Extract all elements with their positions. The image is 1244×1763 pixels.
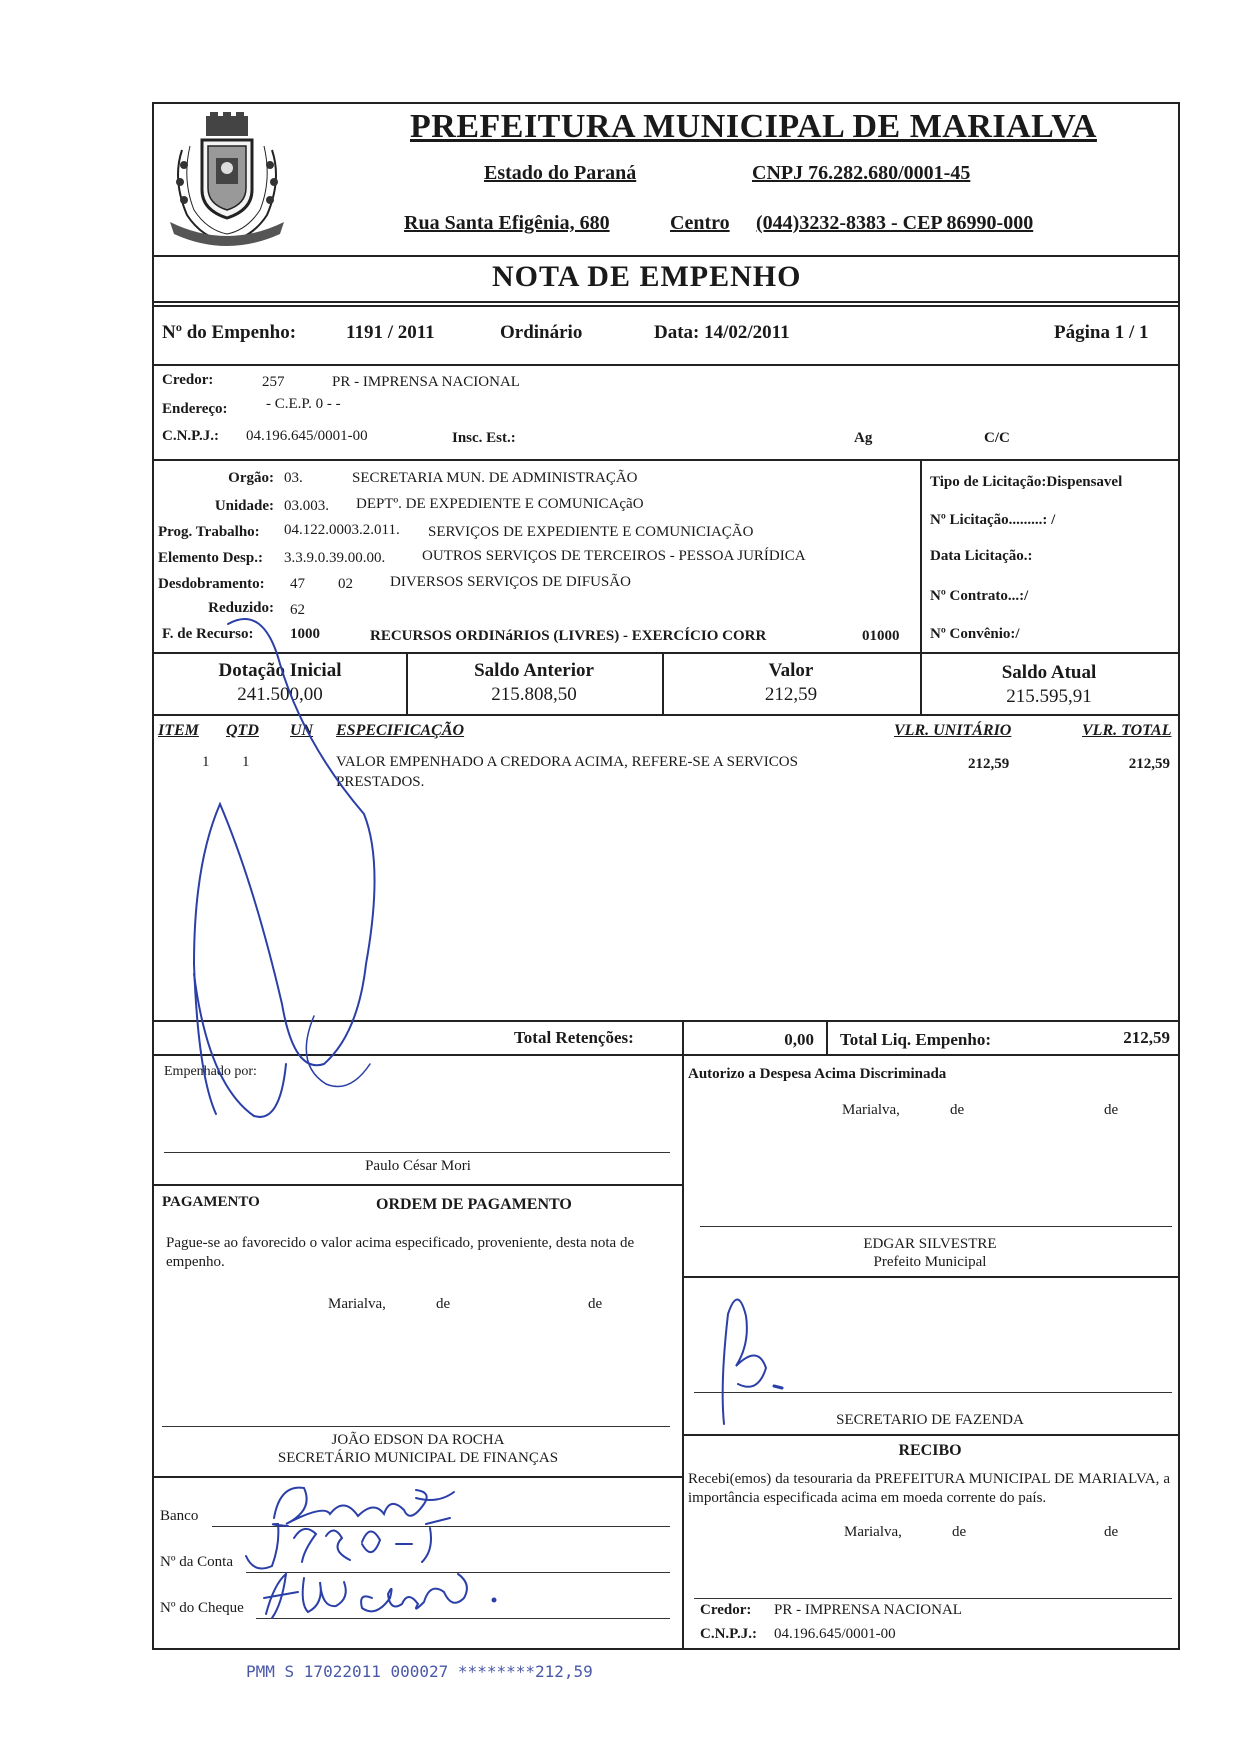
orgao-code: 03. <box>284 470 303 486</box>
secretario-fazenda-role: SECRETARIO DE FAZENDA <box>836 1412 1024 1428</box>
fonte-recurso-code: 1000 <box>290 626 320 642</box>
autorizo-title: Autorizo a Despesa Acima Discriminada <box>688 1066 947 1082</box>
fonte-recurso-name: RECURSOS ORDINáRIOS (LIVRES) - EXERCÍCIO CORR <box>370 628 767 644</box>
item-qtd: 1 <box>242 754 250 770</box>
prefeitura-title: PREFEITURA MUNICIPAL DE MARIALVA <box>410 108 1097 145</box>
autorizo-signer: EDGAR SILVESTRE <box>863 1236 997 1252</box>
empenhado-signer: Paulo César Mori <box>365 1158 471 1174</box>
empenho-type: Ordinário <box>500 322 583 343</box>
dotacao-inicial-label: Dotação Inicial <box>218 660 342 681</box>
orgao-label: Orgão: <box>228 470 274 486</box>
item-especificacao-line1: VALOR EMPENHADO A CREDORA ACIMA, REFERE-SE A SERVICOS <box>336 754 798 770</box>
autorizo-role: Prefeito Municipal <box>873 1254 987 1270</box>
handwritten-signature-marks <box>154 104 1178 1648</box>
tipo-licitacao: Tipo de Licitação:Dispensavel <box>930 474 1123 490</box>
prog-trabalho-code: 04.122.0003.2.011. <box>284 522 400 538</box>
total-liq-empenho-value: 212,59 <box>1123 1028 1170 1047</box>
autorizo-city: Marialva, <box>842 1102 900 1118</box>
conta-label: Nº da Conta <box>160 1554 233 1570</box>
reduzido-label: Reduzido: <box>208 600 274 616</box>
empenho-date: Data: 14/02/2011 <box>654 322 790 343</box>
recibo-title: RECIBO <box>898 1442 962 1459</box>
numero-contrato: Nº Contrato...:/ <box>930 588 1029 604</box>
credor-label: Credor: <box>162 372 214 388</box>
prefeitura-address: Rua Santa Efigênia, 680 <box>404 212 610 234</box>
unidade-code: 03.003. <box>284 498 329 514</box>
saldo-anterior-value: 215.808,50 <box>491 684 577 705</box>
data-licitacao: Data Licitação.: <box>930 548 1033 564</box>
prefeitura-cnpj: CNPJ 76.282.680/0001-45 <box>752 162 971 184</box>
credor-cnpj-label: C.N.P.J.: <box>162 428 219 444</box>
fonte-recurso-code2: 01000 <box>862 628 900 644</box>
unidade-label: Unidade: <box>214 498 274 514</box>
recibo-cnpj: 04.196.645/0001-00 <box>774 1626 896 1642</box>
pagamento-de1: de <box>436 1296 451 1312</box>
col-header-qtd: QTD <box>226 722 259 739</box>
empenho-number-label: Nº do Empenho: <box>162 322 297 343</box>
recibo-city: Marialva, <box>844 1524 902 1540</box>
col-header-vlr-unitario: VLR. UNITÁRIO <box>894 722 1012 739</box>
document-title: NOTA DE EMPENHO <box>492 260 802 293</box>
prog-trabalho-label: Prog. Trabalho: <box>158 524 260 540</box>
cash-register-stamp: PMM S 17022011 000027 ********212,59 <box>246 1662 593 1681</box>
elemento-desp-name: OUTROS SERVIÇOS DE TERCEIROS - PESSOA JURÍDICA <box>422 548 806 564</box>
recibo-text: Recebi(emos) da tesouraria da PREFEITURA MUNICIPAL DE MARIALVA, a importância especificada acima em moeda corrente do país. <box>688 1471 1170 1506</box>
empenho-number: 1191 / 2011 <box>346 322 435 343</box>
page-number: Página 1 / 1 <box>1054 322 1149 343</box>
recibo-de2: de <box>1104 1524 1119 1540</box>
item-number: 1 <box>202 754 210 770</box>
saldo-atual-label: Saldo Atual <box>1001 662 1097 683</box>
autorizo-de2: de <box>1104 1102 1119 1118</box>
cheque-label: Nº do Cheque <box>160 1600 244 1616</box>
credor-name: PR - IMPRENSA NACIONAL <box>332 374 520 390</box>
col-header-item: ITEM <box>158 722 199 739</box>
recibo-credor-label: Credor: <box>700 1602 752 1618</box>
item-vlr-total: 212,59 <box>1128 756 1170 772</box>
col-header-especificacao: ESPECIFICAÇÃO <box>336 722 465 739</box>
dotacao-inicial-value: 241.500,00 <box>237 684 323 705</box>
desdobramento-code2: 02 <box>338 576 353 592</box>
orgao-name: SECRETARIA MUN. DE ADMINISTRAÇÃO <box>352 470 638 486</box>
saldo-anterior-label: Saldo Anterior <box>474 660 594 681</box>
recibo-credor-name: PR - IMPRENSA NACIONAL <box>774 1602 962 1618</box>
ordem-pagamento-title: ORDEM DE PAGAMENTO <box>376 1196 572 1213</box>
pagamento-signer: JOÃO EDSON DA ROCHA <box>331 1432 505 1448</box>
desdobramento-name: DIVERSOS SERVIÇOS DE DIFUSÃO <box>390 574 631 590</box>
credor-code: 257 <box>262 374 285 390</box>
reduzido-code: 62 <box>290 602 305 618</box>
pagamento-city: Marialva, <box>328 1296 386 1312</box>
prog-trabalho-name: SERVIÇOS DE EXPEDIENTE E COMUNICIAÇÃO <box>428 524 754 540</box>
saldo-atual-value: 215.595,91 <box>1006 686 1092 707</box>
agencia-label: Ag <box>854 430 873 446</box>
endereco-label: Endereço: <box>162 401 228 417</box>
numero-convenio: Nº Convênio:/ <box>930 626 1020 642</box>
pagamento-label: PAGAMENTO <box>162 1194 260 1210</box>
insc-est-label: Insc. Est.: <box>452 430 516 446</box>
conta-corrente-label: C/C <box>984 430 1010 446</box>
desdobramento-code1: 47 <box>290 576 305 592</box>
valor-label: Valor <box>768 660 814 681</box>
item-vlr-unitario: 212,59 <box>968 756 1010 772</box>
banco-label: Banco <box>160 1508 199 1524</box>
pagamento-text: Pague-se ao favorecido o valor acima especificado, proveniente, desta nota de empenho. <box>166 1235 635 1270</box>
prefeitura-district: Centro <box>670 212 730 234</box>
col-header-un: UN <box>290 722 314 739</box>
recibo-cnpj-label: C.N.P.J.: <box>700 1626 757 1642</box>
elemento-desp-code: 3.3.9.0.39.00.00. <box>284 550 386 566</box>
numero-licitacao: Nº Licitação.........: / <box>930 512 1056 528</box>
endereco-value: - C.E.P. 0 - - <box>266 396 341 412</box>
desdobramento-label: Desdobramento: <box>158 576 265 592</box>
prefeitura-phone-cep: (044)3232-8383 - CEP 86990-000 <box>756 212 1034 234</box>
autorizo-de1: de <box>950 1102 965 1118</box>
pagamento-de2: de <box>588 1296 603 1312</box>
fonte-recurso-label: F. de Recurso: <box>162 626 254 642</box>
state-name: Estado do Paraná <box>484 162 637 184</box>
total-retencoes-value: 0,00 <box>784 1030 814 1049</box>
col-header-vlr-total: VLR. TOTAL <box>1082 722 1172 739</box>
credor-cnpj: 04.196.645/0001-00 <box>246 428 368 444</box>
unidade-name: DEPTº. DE EXPEDIENTE E COMUNICAçãO <box>356 496 644 512</box>
total-retencoes-label: Total Retenções: <box>514 1028 634 1047</box>
elemento-desp-label: Elemento Desp.: <box>158 550 263 566</box>
recibo-de1: de <box>952 1524 967 1540</box>
item-especificacao-line2: PRESTADOS. <box>336 774 425 790</box>
valor-value: 212,59 <box>764 684 818 705</box>
pagamento-role: SECRETÁRIO MUNICIPAL DE FINANÇAS <box>277 1450 559 1466</box>
empenhado-por-label: Empenhado por: <box>164 1064 257 1079</box>
total-liq-empenho-label: Total Liq. Empenho: <box>840 1030 991 1049</box>
nota-de-empenho-form <box>152 102 1180 1650</box>
